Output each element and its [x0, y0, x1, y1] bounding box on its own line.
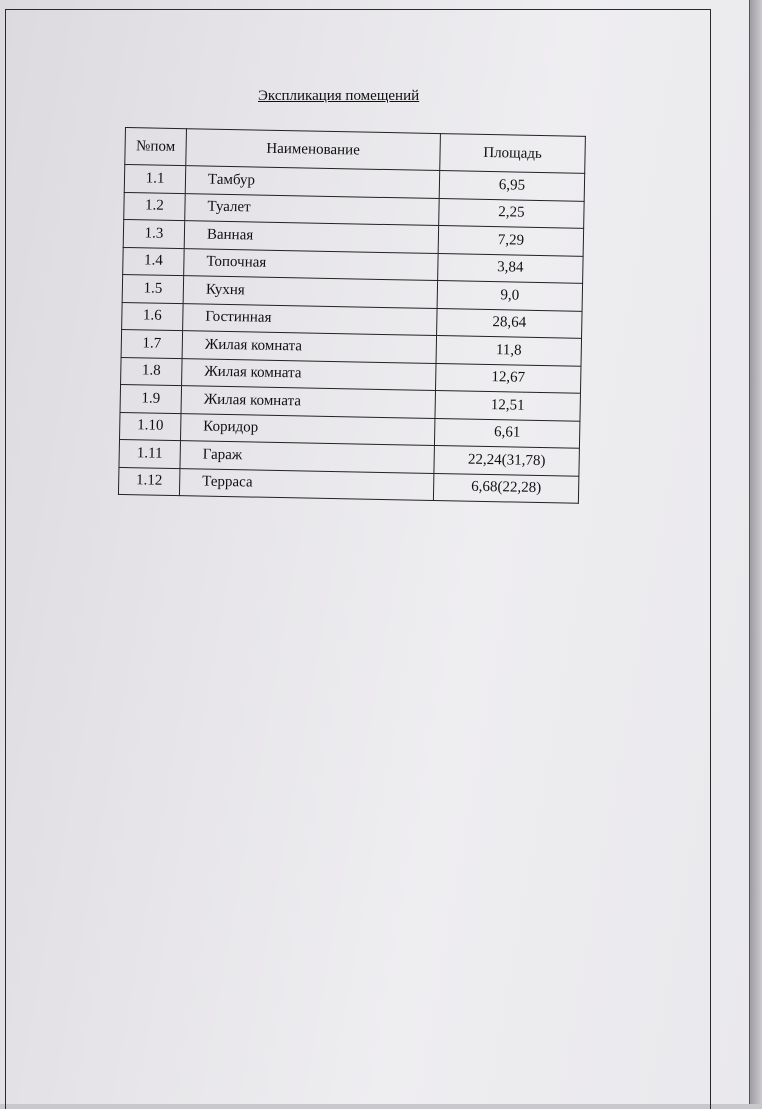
room-area: 6,68(22,28) [433, 473, 579, 503]
room-name: Топочная [184, 248, 438, 280]
room-number: 1.6 [122, 302, 184, 331]
room-number: 1.11 [119, 439, 181, 468]
room-area: 6,95 [439, 171, 585, 201]
room-name: Жилая комната [182, 358, 436, 390]
room-area: 6,61 [434, 418, 580, 448]
room-number: 1.9 [120, 384, 182, 413]
room-number: 1.1 [124, 165, 186, 194]
room-name: Ванная [184, 221, 438, 253]
header-number: №пом [125, 128, 187, 166]
room-number: 1.7 [121, 329, 183, 358]
room-number: 1.8 [121, 357, 183, 386]
room-name: Тамбур [185, 166, 439, 198]
room-area: 2,25 [439, 198, 585, 228]
room-area: 22,24(31,78) [434, 445, 580, 475]
room-area: 3,84 [438, 253, 584, 283]
room-name: Жилая комната [182, 331, 436, 363]
room-area: 28,64 [437, 308, 583, 338]
explication-table [118, 127, 586, 504]
room-number: 1.5 [122, 274, 184, 303]
room-name: Терраса [179, 468, 433, 500]
page-edge-shadow [749, 0, 762, 1104]
room-name: Туалет [185, 193, 439, 225]
room-number: 1.2 [124, 192, 186, 221]
header-area: Площадь [440, 134, 586, 174]
room-number: 1.4 [123, 247, 185, 276]
room-number: 1.10 [120, 412, 182, 441]
room-name: Коридор [180, 413, 434, 445]
room-number: 1.3 [123, 219, 185, 248]
room-name: Гостинная [183, 303, 437, 335]
room-number: 1.12 [118, 467, 180, 496]
room-name: Гараж [180, 441, 434, 473]
room-area: 12,51 [435, 391, 581, 421]
room-name: Кухня [183, 276, 437, 308]
room-name: Жилая комната [181, 386, 435, 418]
room-area: 11,8 [436, 336, 582, 366]
room-area: 7,29 [438, 226, 584, 256]
header-name: Наименование [186, 129, 441, 171]
room-area: 9,0 [437, 281, 583, 311]
document-title: Экспликация помещений [258, 88, 420, 104]
room-area: 12,67 [435, 363, 581, 393]
